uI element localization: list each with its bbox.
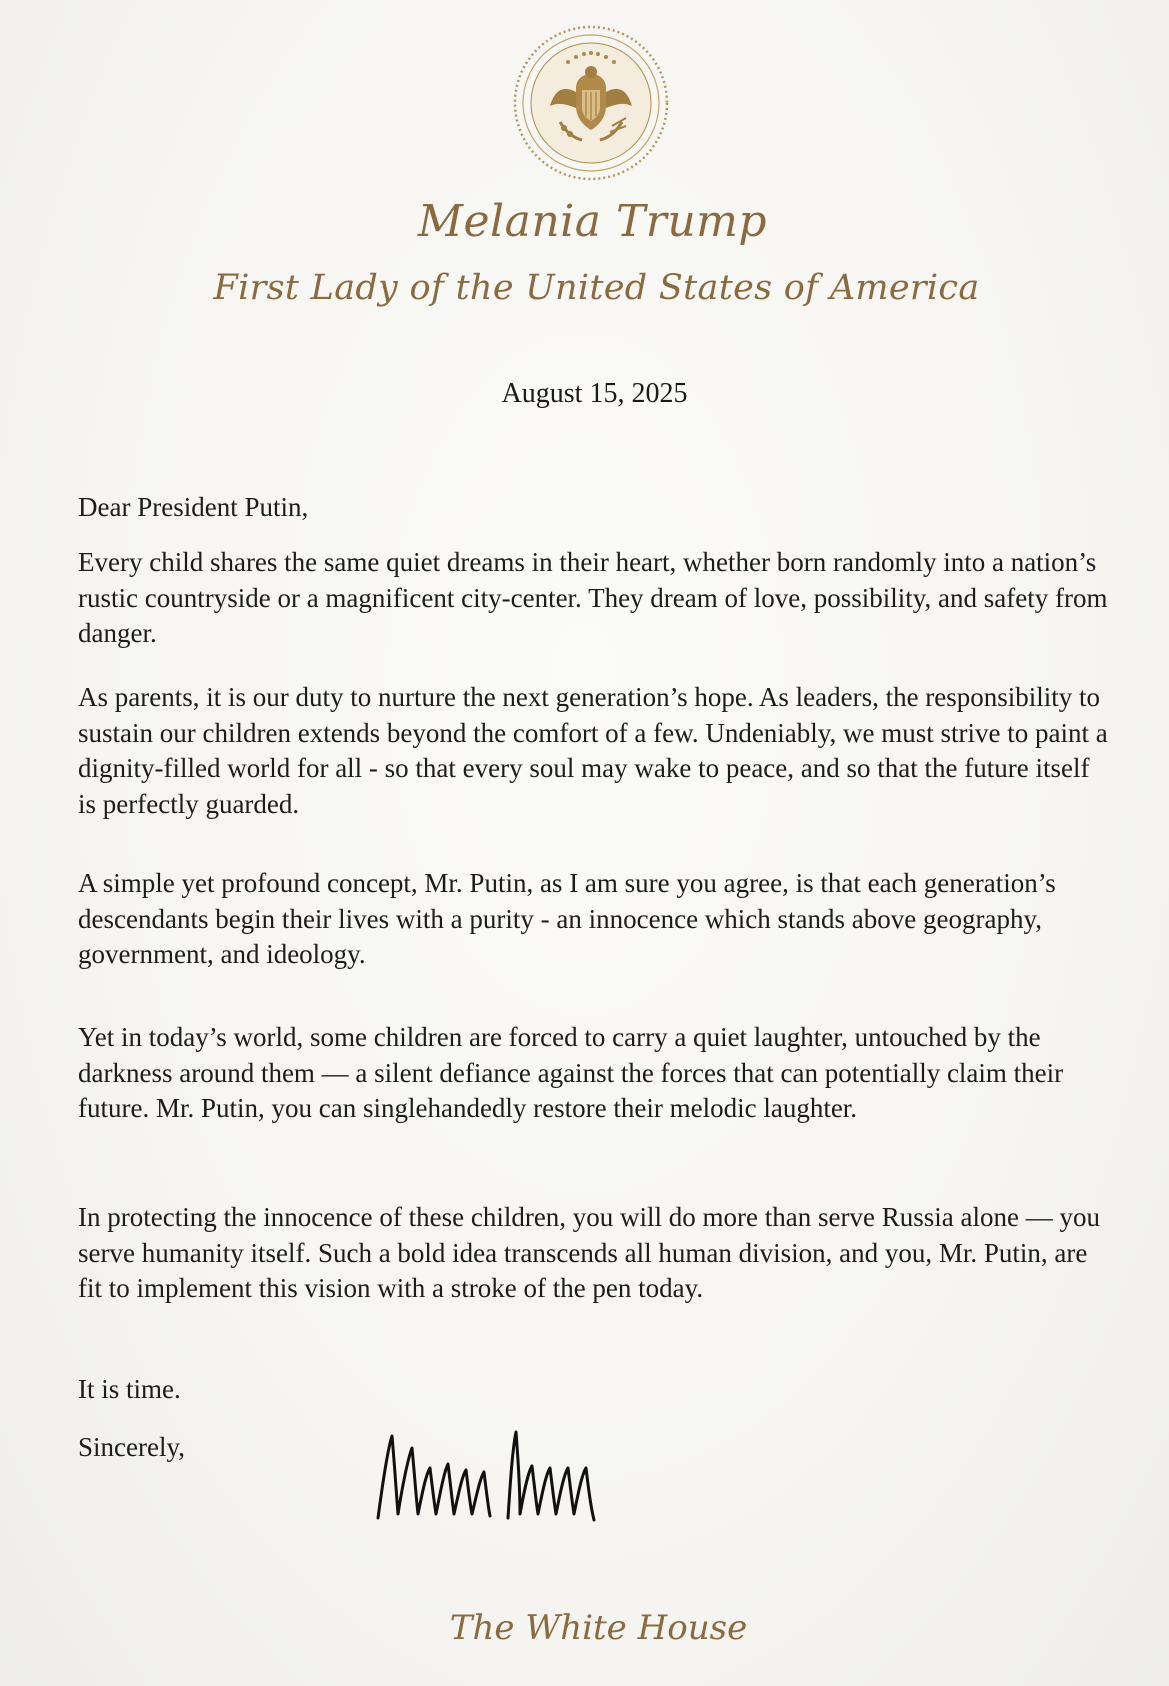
paragraph-1: Every child shares the same quiet dreams in their heart, whether born randomly into a nation’s rustic countryside or a magnificent city-center. They dream of love, possibility, and safety from danger. bbox=[78, 547, 1108, 648]
letterhead-title: First Lady of the United States of America bbox=[213, 268, 980, 308]
paragraph-3: A simple yet profound concept, Mr. Putin, as I am sure you agree, is that each generation’s descendants begin their lives with a purity - an innocence which stands above geography, government, and ideology. bbox=[78, 868, 1056, 969]
paragraph-4: Yet in today’s world, some children are forced to carry a quiet laughter, untouched by the darkness around them — a silent defiance against the forces that can potentially claim their future. Mr. Putin, you can singlehandedly restore their melodic laughter. bbox=[78, 1022, 1064, 1123]
paragraph-5: In protecting the innocence of these children, you will do more than serve Russia alone — you serve humanity itself. Such a bold idea transcends all human division, and you, Mr. Putin, are fit to implement this vision with a stroke of the pen today. bbox=[78, 1202, 1100, 1303]
signature-icon bbox=[370, 1418, 630, 1530]
letter-date: August 15, 2025 bbox=[501, 378, 688, 409]
presidential-seal-icon bbox=[510, 22, 672, 184]
letterhead-name: Melania Trump bbox=[417, 196, 768, 247]
salutation: Dear President Putin, bbox=[78, 492, 309, 522]
paragraph-2: As parents, it is our duty to nurture the next generation’s hope. As leaders, the responsibility to sustain our children extends beyond the comfort of a few. Undeniably, we must strive to paint a dignity-filled world for all - so that every soul may wake to peace, and so that the future itself is perfectly guarded. bbox=[78, 682, 1108, 819]
footer-the-white-house: The White House bbox=[449, 1608, 748, 1648]
closing-line: It is time. bbox=[78, 1374, 181, 1404]
sign-off: Sincerely, bbox=[78, 1432, 185, 1462]
